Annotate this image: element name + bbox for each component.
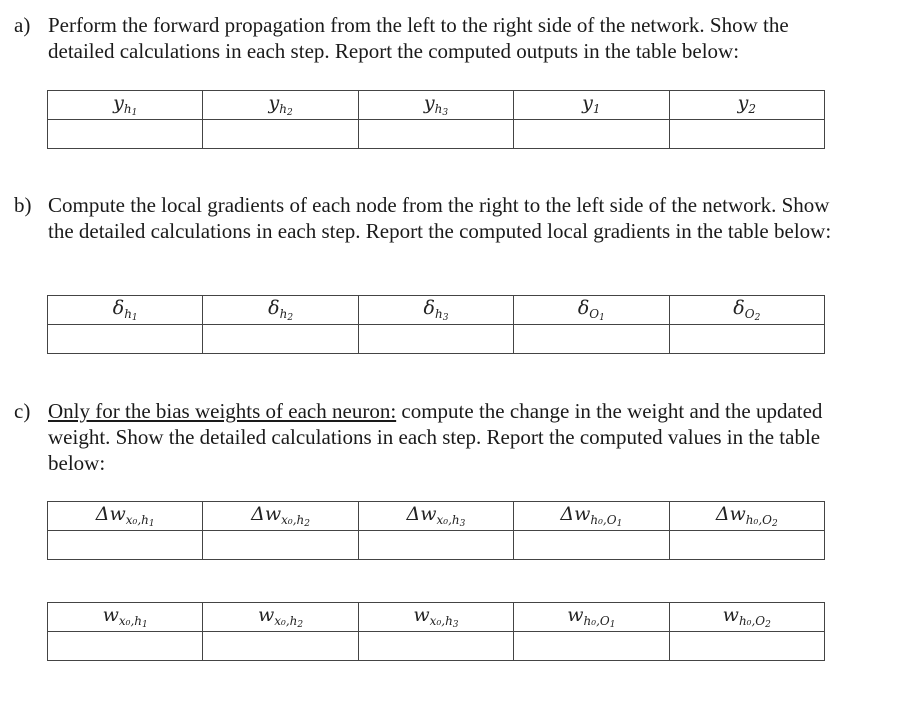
answer-cell[interactable] bbox=[203, 120, 358, 149]
answer-cell[interactable] bbox=[48, 120, 203, 149]
answer-cell[interactable] bbox=[514, 325, 669, 354]
answer-cell[interactable] bbox=[48, 632, 203, 661]
answer-cell[interactable] bbox=[48, 325, 203, 354]
header-symbol: $\Delta w_{x_0,h_2}$ bbox=[251, 503, 310, 529]
header-cell bbox=[669, 603, 824, 632]
header-cell bbox=[48, 603, 203, 632]
header-cell bbox=[203, 296, 358, 325]
question-a-text: Perform the forward propagation from the left to the right side of the network. Show the detailed calculations in each step. Report the computed outputs in the table below: bbox=[48, 13, 789, 63]
header-symbol: $\delta_{h_2}$ bbox=[268, 297, 294, 323]
header-symbol: $w_{x_0,h_1}$ bbox=[102, 604, 148, 630]
updated-weight-table bbox=[47, 602, 825, 661]
gradients-table bbox=[47, 295, 825, 354]
question-c-label: c) bbox=[14, 399, 31, 423]
header-cell bbox=[669, 91, 824, 120]
answer-cell[interactable] bbox=[669, 632, 824, 661]
answer-cell[interactable] bbox=[669, 120, 824, 149]
outputs-table bbox=[47, 90, 825, 149]
header-symbol: $\delta_{h_3}$ bbox=[423, 297, 449, 323]
header-symbol: $y_2$ bbox=[737, 92, 756, 116]
header-cell bbox=[203, 603, 358, 632]
header-cell bbox=[358, 603, 513, 632]
answer-cell[interactable] bbox=[358, 325, 513, 354]
header-symbol: $w_{h_0,O_1}$ bbox=[567, 604, 616, 630]
header-symbol: $w_{x_0,h_3}$ bbox=[413, 604, 459, 630]
header-symbol: $\Delta w_{h_0,O_2}$ bbox=[715, 503, 778, 529]
weight-change-table bbox=[47, 501, 825, 560]
answer-cell[interactable] bbox=[669, 531, 824, 560]
answer-cell[interactable] bbox=[203, 325, 358, 354]
header-cell bbox=[48, 502, 203, 531]
answer-cell[interactable] bbox=[358, 531, 513, 560]
header-cell bbox=[669, 296, 824, 325]
answer-cell[interactable] bbox=[358, 632, 513, 661]
header-cell bbox=[203, 91, 358, 120]
question-b-text: Compute the local gradients of each node from the right to the left side of the network. Show the detailed calculations in each step. Report the computed local gradients in the table below: bbox=[48, 193, 832, 243]
question-a-label: a) bbox=[14, 13, 31, 37]
header-symbol: $\Delta w_{h_0,O_1}$ bbox=[560, 503, 623, 529]
header-cell bbox=[358, 502, 513, 531]
header-cell bbox=[669, 502, 824, 531]
header-symbol: $\delta_{h_1}$ bbox=[112, 297, 138, 323]
header-symbol: $y_{h_2}$ bbox=[268, 92, 293, 118]
answer-cell[interactable] bbox=[514, 632, 669, 661]
header-symbol: $y_{h_3}$ bbox=[423, 92, 449, 118]
answer-cell[interactable] bbox=[358, 120, 513, 149]
answer-cell[interactable] bbox=[203, 632, 358, 661]
header-symbol: $w_{h_0,O_2}$ bbox=[722, 604, 771, 630]
header-symbol: $y_1$ bbox=[582, 92, 601, 116]
answer-cell[interactable] bbox=[203, 531, 358, 560]
question-b-label: b) bbox=[14, 193, 32, 217]
header-symbol: $\Delta w_{x_0,h_3}$ bbox=[406, 503, 466, 529]
answer-cell[interactable] bbox=[669, 325, 824, 354]
header-cell bbox=[514, 603, 669, 632]
header-cell bbox=[203, 502, 358, 531]
header-cell bbox=[514, 296, 669, 325]
question-c-underlined: Only for the bias weights of each neuron: bbox=[48, 399, 397, 423]
header-symbol: $\delta_{O_2}$ bbox=[733, 297, 761, 323]
header-cell bbox=[358, 91, 513, 120]
header-symbol: $y_{h_1}$ bbox=[113, 92, 138, 118]
header-cell bbox=[48, 296, 203, 325]
header-symbol: $\Delta w_{x_0,h_1}$ bbox=[95, 503, 155, 529]
header-cell bbox=[48, 91, 203, 120]
answer-cell[interactable] bbox=[514, 120, 669, 149]
answer-cell[interactable] bbox=[514, 531, 669, 560]
header-cell bbox=[514, 502, 669, 531]
answer-cell[interactable] bbox=[48, 531, 203, 560]
header-cell bbox=[514, 91, 669, 120]
header-symbol: $\delta_{O_1}$ bbox=[577, 297, 605, 323]
question-c-text: Only for the bias weights of each neuron: compute the change in the weight and the updated weight. Show the detailed calculations in each step. Report the computed values in the table below: bbox=[48, 399, 823, 475]
header-symbol: $w_{x_0,h_2}$ bbox=[258, 604, 304, 630]
header-cell bbox=[358, 296, 513, 325]
